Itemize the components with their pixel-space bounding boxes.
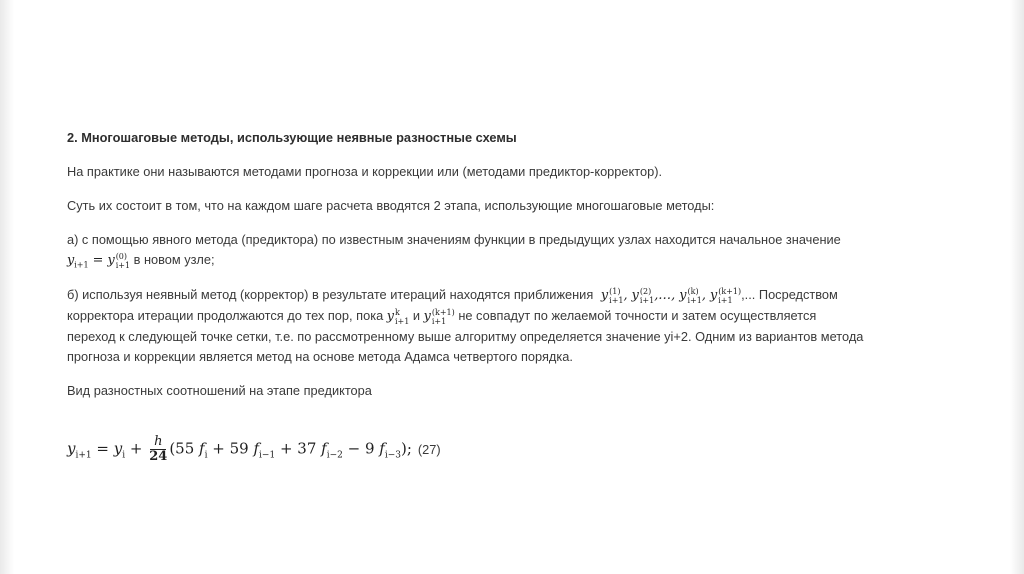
yk1-formula: y (k+1) i+1 bbox=[423, 307, 455, 326]
formula-y: y bbox=[113, 439, 123, 458]
formula-term3: + 37 bbox=[275, 439, 322, 458]
paragraph-4 bbox=[67, 285, 947, 367]
formula-f1: f bbox=[199, 439, 205, 458]
fraction-denominator: 24 bbox=[149, 449, 168, 464]
paragraph-4-line3: переход к следующей точке сетки, т.е. по рассмотренному выше алгоритму определяется значение yi+2. Одним из вариантов метода bbox=[67, 329, 864, 344]
formula-y-sub: i bbox=[122, 450, 126, 461]
paragraph-3-text: а) с помощью явного метода (предиктора) по известным значениям функции в предыдущих узлах находится начальное значение bbox=[67, 232, 841, 247]
yk-formula: y k i+1 bbox=[386, 307, 410, 326]
formula-f4-sub: i−3 bbox=[384, 450, 402, 461]
formula-plus: + bbox=[125, 439, 148, 458]
formula-lhs-sub: i+1 bbox=[75, 450, 92, 461]
paragraph-1: На практике они называются методами прогноза и коррекции или (методами предиктор-корректор). bbox=[67, 164, 663, 179]
paragraph-2: Суть их состоит в том, что на каждом шаге расчета вводятся 2 этапа, использующие многошаговые методы: bbox=[67, 198, 715, 213]
formula-close: ); bbox=[401, 439, 412, 458]
section-heading: 2. Многошаговые методы, использующие неявные разностные схемы bbox=[67, 130, 517, 145]
formula-f3-sub: i−2 bbox=[326, 450, 343, 461]
paragraph-4-line2-end: не совпадут по желаемой точности и затем осуществляется bbox=[458, 308, 817, 323]
paragraph-4-line4: прогноза и коррекции является метод на основе метода Адамса четвертого порядка. bbox=[67, 349, 573, 364]
formula-f2: f bbox=[253, 439, 260, 458]
formula-term2: + 59 bbox=[207, 439, 254, 458]
and-word: и bbox=[412, 308, 421, 323]
formula-term1: (55 bbox=[169, 439, 200, 458]
right-edge-shadow bbox=[1010, 0, 1024, 574]
fraction-numerator: h bbox=[154, 434, 163, 449]
formula-lhs: y bbox=[67, 439, 76, 458]
paragraph-5: Вид разностных соотношений на этапе предиктора bbox=[67, 383, 372, 398]
left-edge-shadow bbox=[0, 0, 14, 574]
formula-eq: = bbox=[91, 439, 114, 458]
paragraph-3 bbox=[67, 230, 947, 271]
formula-term4: − 9 bbox=[342, 439, 380, 458]
predictor-initial-formula: $y_{i+1} = y$ (0) i+1 bbox=[67, 251, 131, 270]
document-page bbox=[67, 128, 947, 469]
approximations-formula: y (1) i+1 , y (2) i+1 ,…, y (k) i+1 , y (k+1) i+1 bbox=[596, 286, 742, 305]
formula-f3: f bbox=[321, 439, 327, 458]
formula-f1-sub: i bbox=[204, 450, 208, 461]
formula-f2-sub: i−1 bbox=[259, 450, 276, 461]
paragraph-4-mid: ,... Посредством bbox=[741, 287, 838, 302]
formula-fraction bbox=[149, 435, 167, 464]
paragraph-4-line2: корректора итерации продолжаются до тех пор, пока bbox=[67, 308, 384, 323]
adams-predictor-formula bbox=[67, 421, 947, 469]
formula-f4: f bbox=[379, 439, 385, 458]
equation-number: (27) bbox=[417, 441, 441, 457]
paragraph-4-start: б) используя неявный метод (корректор) в результате итераций находятся приближения bbox=[67, 287, 594, 302]
paragraph-3-end: в новом узле; bbox=[133, 252, 215, 267]
